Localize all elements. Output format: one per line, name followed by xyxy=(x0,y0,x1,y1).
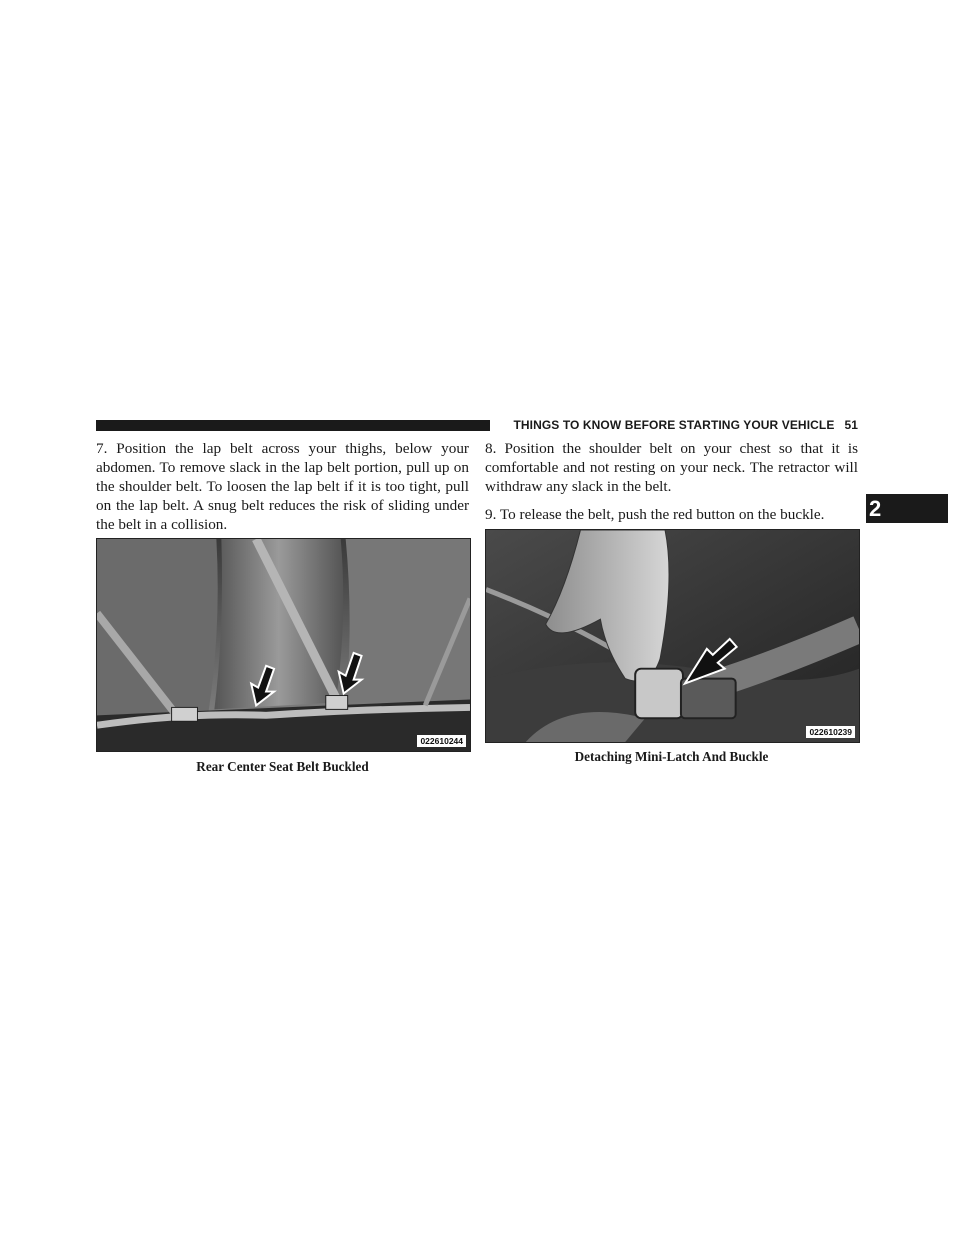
running-header xyxy=(497,417,858,433)
figure-id: 022610239 xyxy=(806,726,855,738)
page-number: 51 xyxy=(844,418,858,432)
section-title: THINGS TO KNOW BEFORE STARTING YOUR VEHICLE xyxy=(513,418,835,432)
header-rule xyxy=(96,420,490,431)
figure-detaching-mini-latch xyxy=(485,529,860,743)
seat-belt-illustration xyxy=(97,539,470,751)
step-9-paragraph: 9. To release the belt, push the red button on the buckle. xyxy=(485,506,825,523)
chapter-tab: 2 xyxy=(866,494,948,523)
figure-rear-center-seat-belt xyxy=(96,538,471,752)
figure-caption: Detaching Mini-Latch And Buckle xyxy=(574,749,769,764)
step-8-paragraph: 8. Position the shoulder belt on your chest so that it is comfortable and not resting on your neck. The retractor will withdraw any slack in the belt. xyxy=(485,440,858,495)
buckle-illustration xyxy=(486,530,859,742)
figure-id: 022610244 xyxy=(417,735,466,747)
step-7-paragraph: 7. Position the lap belt across your thighs, below your abdomen. To remove slack in the lap belt portion, pull up on the shoulder belt. To loosen the lap belt if it is too tight, pull on the lap belt. A snug belt reduces the risk of sliding under the belt in a collision. xyxy=(96,440,469,533)
figure-caption: Rear Center Seat Belt Buckled xyxy=(196,759,369,774)
